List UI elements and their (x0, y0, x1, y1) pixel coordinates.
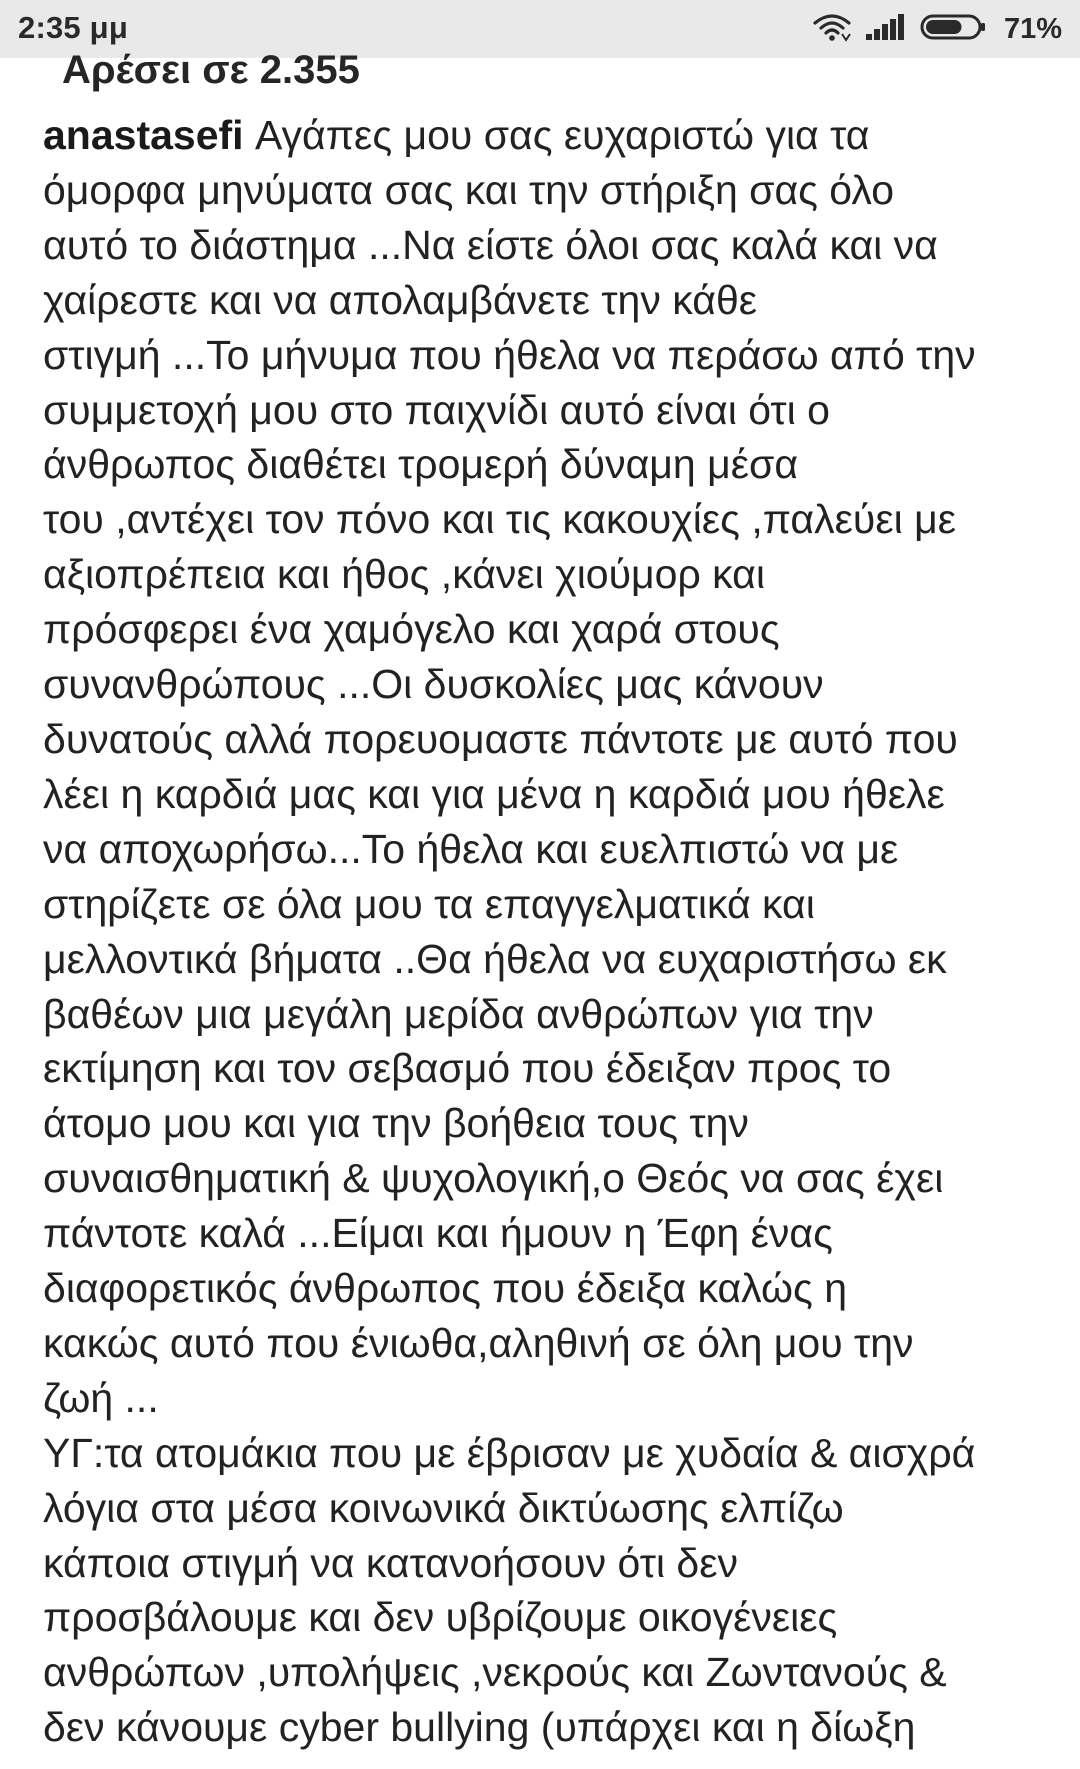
post-caption (43, 108, 1073, 1755)
caption-line: Αγάπες μου σας ευχαριστώ για τα (243, 112, 870, 158)
caption-line: πάντοτε καλά ...Είμαι και ήμουν η Έφη ένας (43, 1210, 833, 1257)
caption-line: πρόσφερει ένα χαμόγελο και χαρά στους (43, 606, 780, 653)
wifi-icon (812, 12, 852, 47)
caption-line: κάποια στιγμή να κατανοήσουν ότι δεν (43, 1539, 738, 1586)
signal-icon (864, 12, 908, 47)
battery-percent: 71% (1003, 12, 1062, 45)
caption-line: ζωή ... (43, 1374, 159, 1421)
caption-line: συνανθρώπους ...Οι δυσκολίες μας κάνουν (43, 661, 824, 708)
caption-line: εκτίμηση και τον σεβασμό που έδειξαν προς το (43, 1045, 892, 1092)
caption-line: να αποχωρήσω...Το ήθελα και ευελπιστώ να με (43, 825, 899, 872)
status-time: 2:35 μμ (18, 10, 128, 45)
caption-line: μελλοντικά βήματα ..Θα ήθελα να ευχαριστήσω εκ (43, 935, 947, 982)
caption-line: ανθρώπων ,υπολήψεις ,νεκρούς και Ζωντανούς & (43, 1649, 947, 1696)
caption-line: άτομο μου και για την βοήθεια τους την (43, 1100, 749, 1147)
caption-line: δυνατούς αλλά πορευομαστε πάντοτε με αυτό που (43, 715, 958, 762)
caption-line: προσβάλουμε και δεν υβρίζουμε οικογένειες (43, 1594, 838, 1641)
caption-line: διαφορετικός άνθρωπος που έδειξα καλώς η (43, 1265, 848, 1312)
caption-line: βαθέων μια μεγάλη μερίδα ανθρώπων για την (43, 990, 874, 1037)
status-icons (812, 13, 1062, 45)
likes-count[interactable]: Αρέσει σε 2.355 (62, 48, 360, 92)
caption-line: λέει η καρδιά μας και για μένα η καρδιά μου ήθελε (43, 770, 945, 817)
caption-line: λόγια στα μέσα κοινωνικά δικτύωσης ελπίζω (43, 1484, 844, 1531)
caption-line: άνθρωπος διαθέτει τρομερή δύναμη μέσα (43, 441, 799, 488)
caption-line: χαίρεστε και να απολαμβάνετε την κάθε (43, 276, 758, 323)
caption-line: κακώς αυτό που ένιωθα,αληθινή σε όλη μου την (43, 1319, 914, 1366)
username-link[interactable]: anastasefi (43, 112, 244, 158)
caption-line: δεν κάνουμε cyber bullying (υπάρχει και η δίωξη (43, 1704, 916, 1751)
battery-icon (920, 12, 988, 47)
caption-line: συμμετοχή μου στο παιχνίδι αυτό είναι ότι ο (43, 386, 830, 433)
caption-line: ΥΓ:τα ατομάκια που με έβρισαν με χυδαία & αισχρά (43, 1429, 976, 1476)
caption-line: αυτό το διάστημα ...Να είστε όλοι σας καλά και να (43, 221, 938, 268)
caption-line: όμορφα μηνύματα σας και την στήριξη σας όλο (43, 166, 895, 213)
caption-line: του ,αντέχει τον πόνο και τις κακουχίες ,παλεύει με (43, 496, 957, 543)
caption-line: στηρίζετε σε όλα μου τα επαγγελματικά και (43, 880, 815, 927)
caption-line: αξιοπρέπεια και ήθος ,κάνει χιούμορ και (43, 551, 765, 598)
caption-line: συναισθηματική & ψυχολογική,ο Θεός να σας έχει (43, 1155, 944, 1202)
caption-first-line (43, 108, 1073, 163)
caption-line: στιγμή ...Το μήνυμα που ήθελα να περάσω από την (43, 331, 976, 378)
